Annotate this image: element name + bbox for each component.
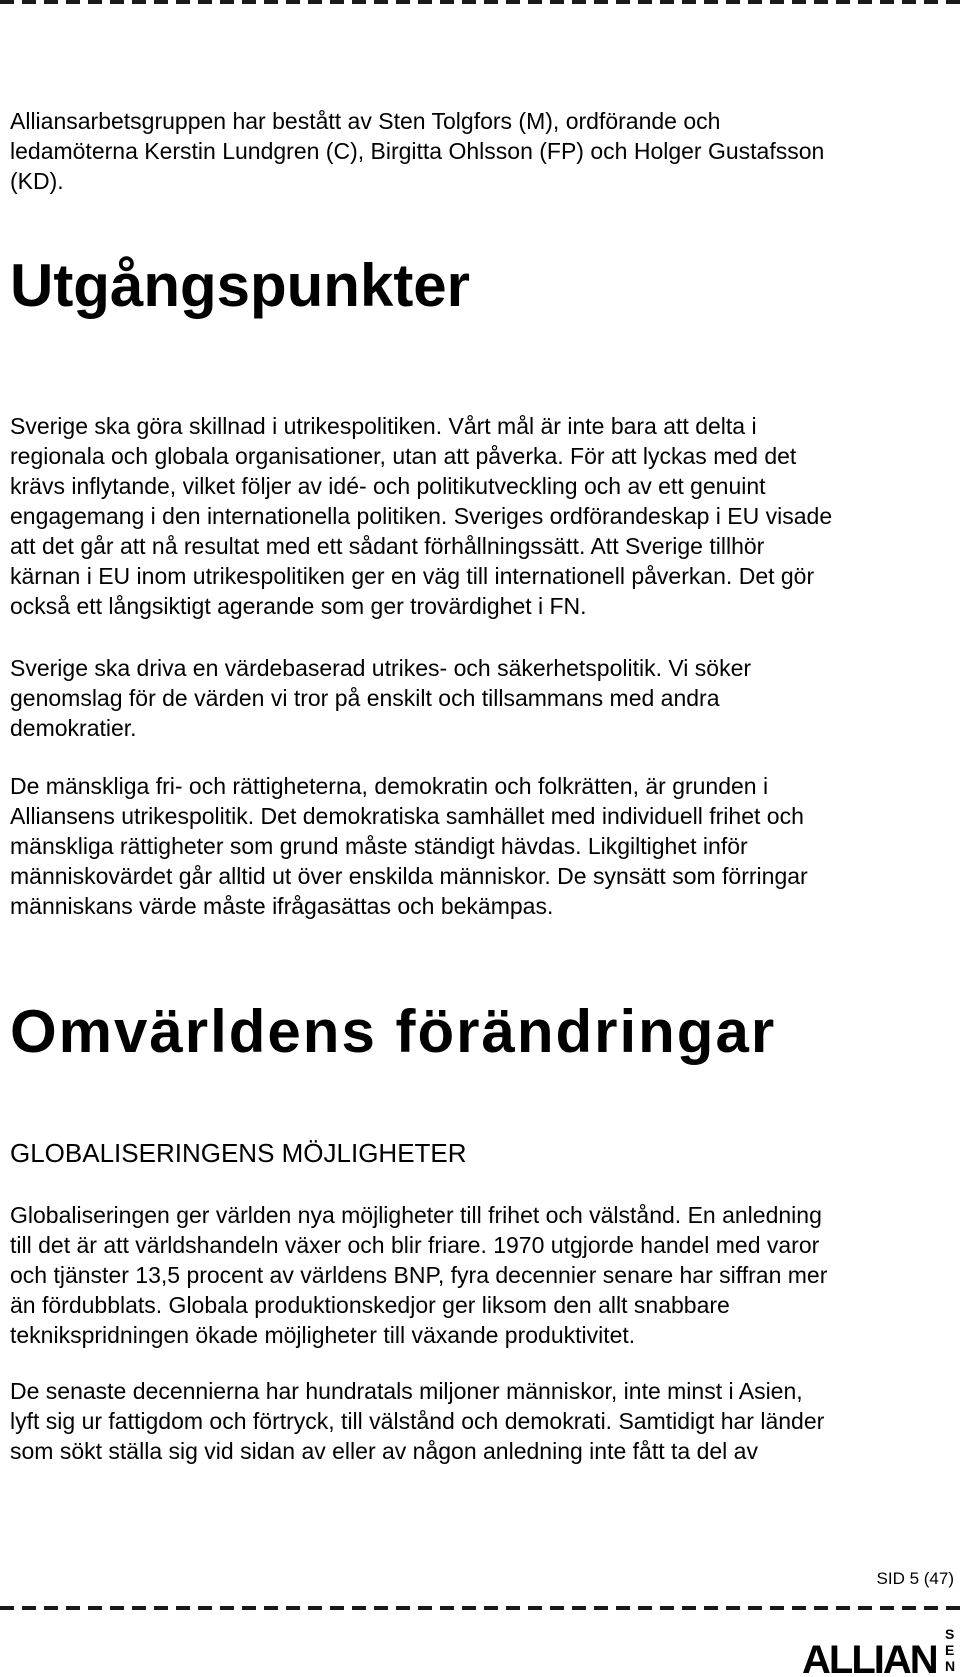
alliansen-logo bbox=[800, 1623, 960, 1677]
paragraph: De mänskliga fri- och rättigheterna, demokratin och folkrätten, är grunden i Alliansens utrikespolitik. Det demokratiska samhället med individuell frihet och mänskliga rättigheter som grund måste ständigt hävdas. Likgiltighet inför människovärdet går alltid ut över enskilda människor. De synsätt som förringar människans värde måste ifrågasättas och bekämpas. bbox=[10, 773, 808, 919]
page-number: SID 5 (47) bbox=[876, 1569, 954, 1588]
svg-text:S: S bbox=[945, 1626, 955, 1642]
section-heading-omvarldens-forandringar: Omvärldens förändringar bbox=[10, 998, 777, 1065]
paragraph: De senaste decennierna har hundratals miljoner människor, inte minst i Asien, lyft sig ur fattigdom och förtryck, till välstånd och demokrati. Samtidigt har länder som sökt ställa sig vid sidan av eller av någon anledning inte fått ta del av bbox=[10, 1378, 825, 1464]
svg-text:E: E bbox=[945, 1642, 955, 1658]
paragraph: Sverige ska göra skillnad i utrikespolitiken. Vårt mål är inte bara att delta i regionala och globala organisationer, utan att påverka. För att lyckas med det krävs inflytande, vilket följer av idé- och politikutveckling och av ett genuint engagemang i den internationella politiken. Sveriges ordförandeskap i EU visade att det går att nå resultat med ett sådant förhållningssätt. Att Sverige tillhör kärnan i EU inom utrikespolitiken ger en väg till internationell påverkan. Det gör också ett långsiktigt agerande som ger trovärdighet i FN. bbox=[10, 413, 833, 619]
svg-text:ALLIAN: ALLIAN bbox=[802, 1638, 937, 1677]
subheading-globalisering: GLOBALISERINGENS MÖJLIGHETER bbox=[10, 1138, 467, 1168]
bottom-dashed-rule bbox=[0, 1606, 960, 1610]
top-dashed-rule bbox=[0, 0, 960, 4]
section-heading-utgangspunkter: Utgångspunkter bbox=[10, 252, 471, 319]
paragraph: Sverige ska driva en värdebaserad utrikes- och säkerhetspolitik. Vi söker genomslag för de värden vi tror på enskilt och tillsammans med andra demokratier. bbox=[10, 655, 752, 741]
paragraph: Globaliseringen ger världen nya möjligheter till frihet och välstånd. En anledning till det är att världshandeln växer och blir friare. 1970 utgjorde handel med varor och tjänster 13,5 procent av världens BNP, fyra decennier senare har siffran mer än fördubblats. Globala produktionskedjor ger liksom den allt snabbare teknikspridningen ökade möjligheter till växande produktivitet. bbox=[10, 1202, 828, 1348]
intro-paragraph: Alliansarbetsgruppen har bestått av Sten Tolgfors (M), ordförande och ledamöterna Kerstin Lundgren (C), Birgitta Ohlsson (FP) och Holger Gustafsson (KD). bbox=[10, 108, 825, 194]
svg-text:N: N bbox=[945, 1658, 956, 1674]
